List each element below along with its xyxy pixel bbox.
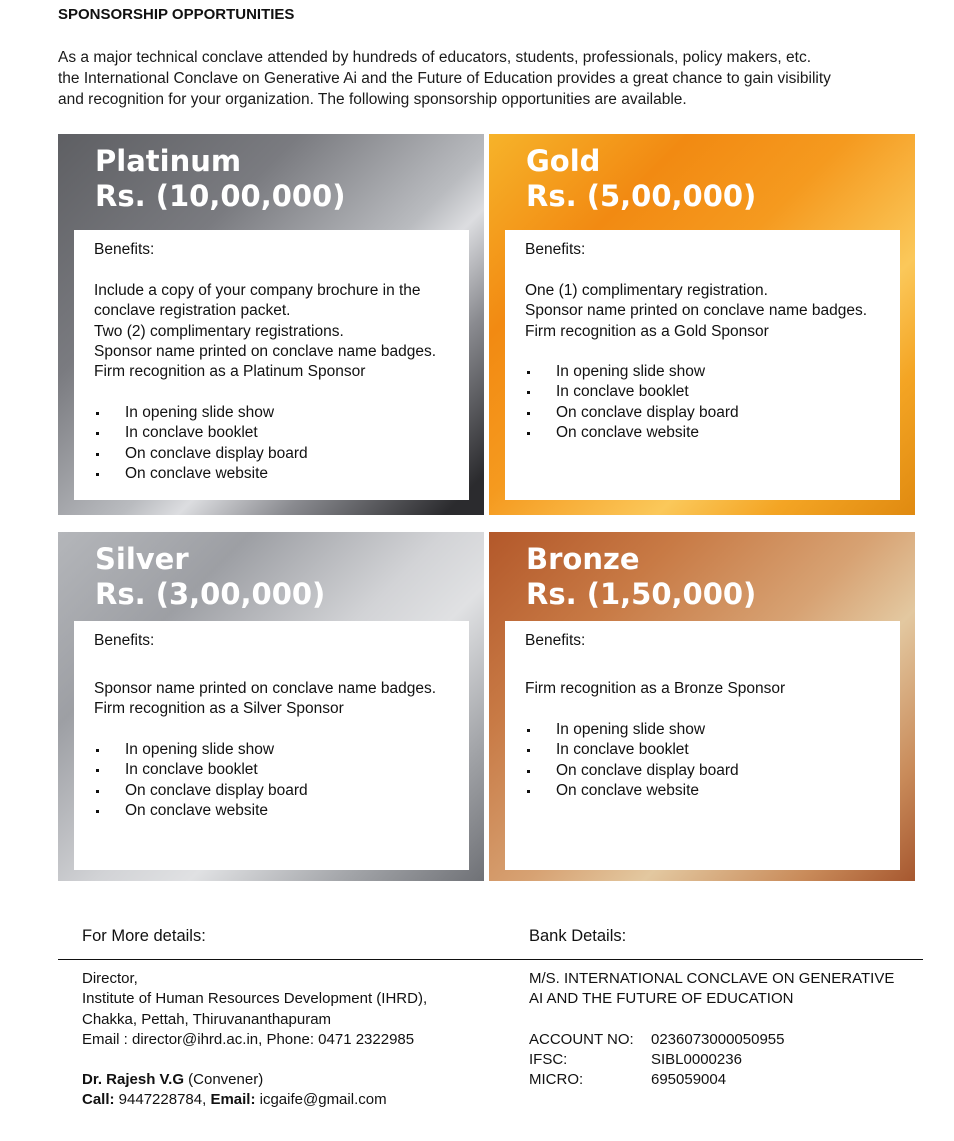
- bank-row: [529, 1070, 894, 1090]
- bank-row: [529, 1050, 894, 1070]
- bullet-icon: [527, 412, 530, 415]
- convener-line: [82, 1070, 427, 1090]
- bank-row-label: ACCOUNT NO:: [529, 1030, 634, 1048]
- bullet-icon: [527, 749, 530, 752]
- benefits-panel: [74, 621, 469, 870]
- benefit-bullet-list: [94, 403, 308, 484]
- list-item: [525, 403, 739, 423]
- list-item: [525, 382, 739, 402]
- list-item-text: In conclave booklet: [125, 761, 258, 779]
- bullet-icon: [527, 391, 530, 394]
- tier-card-platinum: [58, 134, 484, 515]
- list-item-text: In opening slide show: [125, 741, 275, 758]
- tier-price: Rs. (3,00,000): [95, 577, 326, 611]
- bullet-icon: [96, 749, 99, 752]
- list-item-text: In opening slide show: [125, 404, 275, 421]
- contact-line: Chakka, Pettah, Thiruvananthapuram: [82, 1010, 332, 1028]
- tier-title: [526, 144, 756, 214]
- tier-title: [95, 542, 325, 612]
- list-item: [94, 740, 308, 760]
- tier-price: Rs. (10,00,000): [95, 179, 346, 213]
- list-item: [94, 464, 308, 484]
- tier-price: Rs. (5,00,000): [526, 179, 757, 213]
- list-item-text: In opening slide show: [556, 721, 706, 738]
- tier-card-silver: [58, 532, 484, 881]
- benefit-line: One (1) complimentary registration.: [525, 282, 768, 299]
- bank-row-label: IFSC:: [529, 1050, 568, 1068]
- intro-line: the International Conclave on Generative Ai and the Future of Education provides a great chance to gain visibility: [58, 70, 831, 87]
- bullet-icon: [527, 371, 530, 374]
- list-item: [94, 444, 308, 464]
- bank-row-value: 0236073000050955: [651, 1030, 785, 1048]
- benefit-bullet-list: [525, 362, 739, 443]
- bank-row: [529, 1030, 894, 1050]
- bank-row-value: SIBL0000236: [651, 1050, 742, 1068]
- benefit-line: Sponsor name printed on conclave name badges.: [525, 302, 868, 320]
- call-label: Call:: [82, 1091, 115, 1109]
- list-item: [94, 801, 308, 821]
- intro-paragraph: [58, 47, 938, 110]
- benefits-label: Benefits:: [525, 241, 586, 258]
- benefit-line: conclave registration packet.: [94, 302, 291, 320]
- account-name-line: AI AND THE FUTURE OF EDUCATION: [529, 990, 794, 1008]
- bullet-icon: [527, 770, 530, 773]
- list-item: [525, 362, 739, 382]
- tier-title: [95, 144, 346, 214]
- benefit-bullet-list: [525, 720, 739, 801]
- list-item: [94, 403, 308, 423]
- email-value: icgaife@gmail.com: [255, 1091, 387, 1109]
- benefits-description: [525, 281, 867, 342]
- bullet-icon: [96, 432, 99, 435]
- bank-heading: Bank Details:: [529, 927, 627, 945]
- contact-details: [82, 969, 427, 1111]
- tier-title: [526, 542, 756, 612]
- page-heading: SPONSORSHIP OPPORTUNITIES: [58, 6, 295, 23]
- list-item-text: On conclave website: [556, 781, 700, 799]
- list-item: [525, 761, 739, 781]
- tier-card-bronze: [489, 532, 915, 881]
- benefit-line: Firm recognition as a Silver Sponsor: [94, 700, 344, 718]
- bullet-icon: [527, 790, 530, 793]
- list-item: [525, 720, 739, 740]
- list-item: [525, 740, 739, 760]
- list-item-text: In conclave booklet: [556, 741, 689, 759]
- list-item-text: On conclave display board: [125, 781, 308, 799]
- benefits-panel: [74, 230, 469, 500]
- benefit-line: Two (2) complimentary registrations.: [94, 322, 344, 340]
- list-item-text: On conclave website: [125, 801, 269, 819]
- tier-card-gold: [489, 134, 915, 515]
- benefits-description: [94, 281, 436, 382]
- bullet-icon: [96, 810, 99, 813]
- tier-name: Bronze: [526, 542, 640, 576]
- account-name-line: M/S. INTERNATIONAL CONCLAVE ON GENERATIVE: [529, 970, 895, 987]
- tier-name: Gold: [526, 144, 601, 178]
- intro-line: As a major technical conclave attended by hundreds of educators, students, professionals, policy makers, etc.: [58, 49, 812, 66]
- convener-contact-line: [82, 1090, 427, 1110]
- benefit-line: Firm recognition as a Platinum Sponsor: [94, 363, 366, 381]
- benefit-line: Firm recognition as a Bronze Sponsor: [525, 680, 786, 697]
- list-item: [525, 781, 739, 801]
- contact-line: Institute of Human Resources Development (IHRD),: [82, 990, 428, 1008]
- tier-name: Silver: [95, 542, 189, 576]
- benefit-line: Sponsor name printed on conclave name badges.: [94, 680, 437, 697]
- list-item-text: In opening slide show: [556, 363, 706, 380]
- benefits-panel: [505, 621, 900, 870]
- bullet-icon: [96, 473, 99, 476]
- benefit-line: Sponsor name printed on conclave name badges.: [94, 342, 437, 360]
- list-item-text: On conclave display board: [556, 761, 739, 779]
- benefit-line: Firm recognition as a Gold Sponsor: [525, 322, 769, 340]
- bank-row-label: MICRO:: [529, 1071, 584, 1089]
- list-item: [525, 423, 739, 443]
- intro-line: and recognition for your organization. The following sponsorship opportunities are available.: [58, 91, 687, 108]
- call-value: 9447228784,: [114, 1091, 211, 1109]
- bullet-icon: [527, 729, 530, 732]
- list-item-text: On conclave website: [125, 464, 269, 482]
- benefit-bullet-list: [94, 740, 308, 821]
- bullet-icon: [96, 453, 99, 456]
- benefits-label: Benefits:: [94, 632, 155, 649]
- bullet-icon: [96, 769, 99, 772]
- bullet-icon: [96, 412, 99, 415]
- benefits-description: [525, 679, 785, 699]
- benefits-label: Benefits:: [525, 632, 586, 649]
- benefits-panel: [505, 230, 900, 500]
- convener-name: Dr. Rajesh V.G: [82, 1071, 184, 1089]
- contact-line: Director,: [82, 970, 138, 987]
- bank-row-value: 695059004: [651, 1071, 727, 1089]
- list-item-text: In conclave booklet: [556, 383, 689, 401]
- bullet-icon: [527, 432, 530, 435]
- tier-name: Platinum: [95, 144, 242, 178]
- bank-details: [529, 969, 894, 1090]
- contact-heading: For More details:: [82, 927, 206, 945]
- list-item-text: In conclave booklet: [125, 424, 258, 442]
- bullet-icon: [96, 790, 99, 793]
- list-item-text: On conclave display board: [556, 403, 739, 421]
- list-item-text: On conclave display board: [125, 444, 308, 462]
- list-item: [94, 760, 308, 780]
- convener-role: (Convener): [184, 1071, 264, 1089]
- contact-line: Email : director@ihrd.ac.in, Phone: 0471 2322985: [82, 1030, 415, 1048]
- email-label: Email:: [210, 1091, 256, 1109]
- benefit-line: Include a copy of your company brochure in the: [94, 282, 421, 299]
- tier-price: Rs. (1,50,000): [526, 577, 757, 611]
- list-item: [94, 781, 308, 801]
- footer-divider: [58, 959, 923, 960]
- benefits-label: Benefits:: [94, 241, 155, 258]
- benefits-description: [94, 679, 436, 720]
- list-item: [94, 423, 308, 443]
- list-item-text: On conclave website: [556, 423, 700, 441]
